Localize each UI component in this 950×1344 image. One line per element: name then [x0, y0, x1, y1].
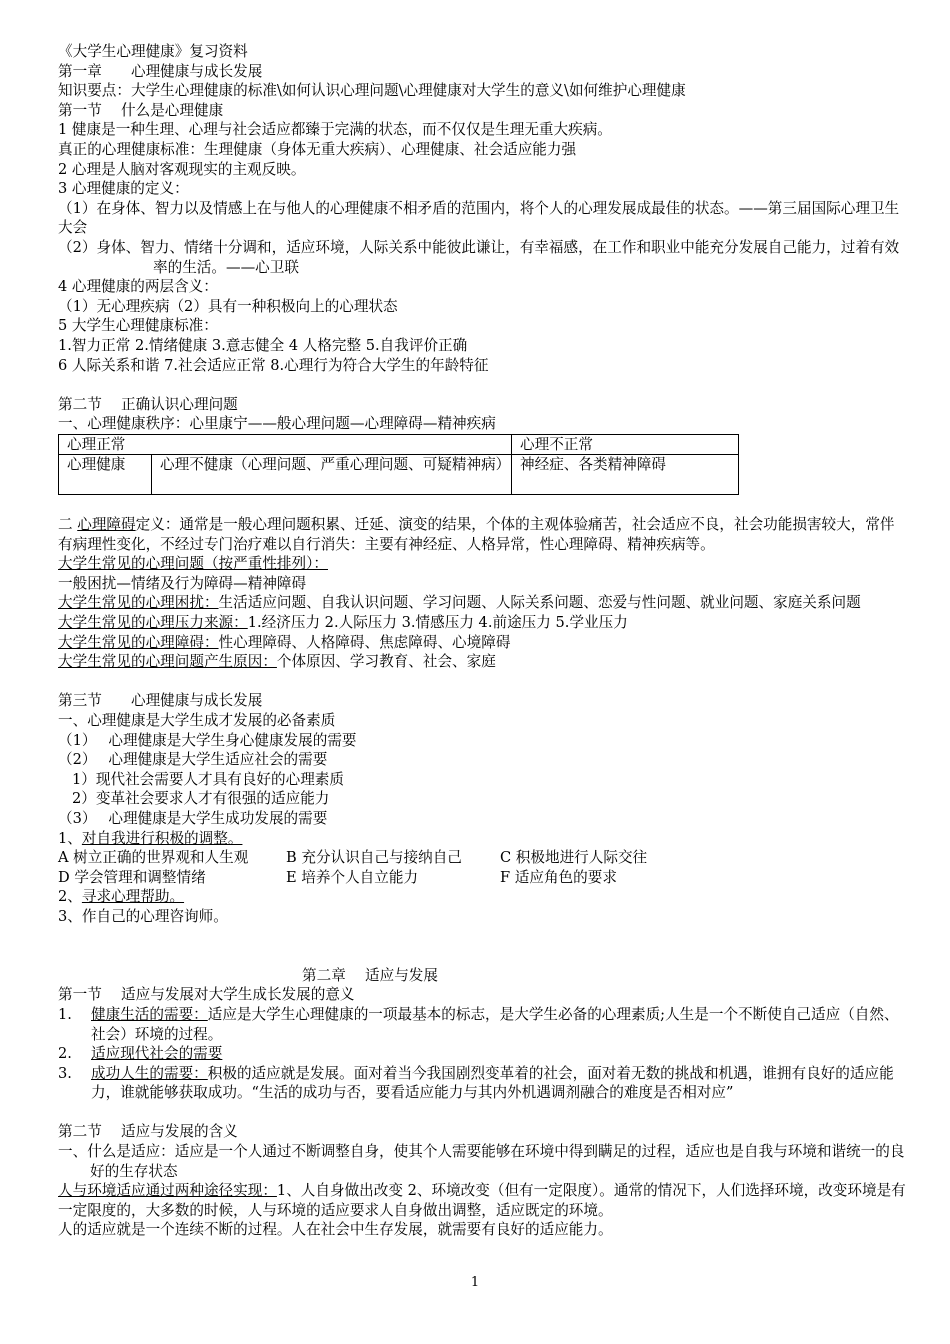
section-3-heading: 第三节 心理健康与成长发展	[58, 692, 263, 710]
knowledge-points: 知识要点：大学生心理健康的标准\如何认识心理问题\心理健康对大学生的意义\如何维护心理健康	[58, 82, 686, 100]
list-item: 1. 健康生活的需要：适应是大学生心理健康的一项最基本的标志，是大学生必备的心理素质;人生是一个不断使自己适应（自然、社会）环境的过程。	[58, 1005, 899, 1043]
table-header-normal: 心理正常	[59, 434, 512, 455]
paragraph: （3） 心理健康是大学生成功发展的需要	[58, 809, 328, 827]
paragraph: 1.智力正常 2.情绪健康 3.意志健全 4 人格完整 5.自我评价正确	[58, 336, 468, 354]
paragraph: 人与环境适应通过两种途径实现：1、人自身做出改变 2、环境改变（但有一定限度）。通常的情况下，人们选择环境，改变环境是有一定限度的，大多数的时候，人与环境的适应要求人自身做出调整，适应既定的环境。	[58, 1182, 906, 1219]
list-item: 2. 适应现代社会的需要	[58, 1045, 223, 1063]
disorder-definition: 二 心理障碍定义：通常是一般心理问题积累、迁延、演变的结果，个体的主观体验痛苦，社会适应不良，社会功能损害较大，常伴有病理性变化，不经过专门治疗难以自行消失：主要有神经症、人格异常，性心理障碍、精神疾病等。	[58, 516, 895, 553]
page-number: 1	[470, 1275, 480, 1290]
paragraph: 一、什么是适应：适应是一个人通过不断调整自身，使其个人需要能够在环境中得到瞒足的过程，适应也是自我与环境和谐统一的良好的生存状态	[58, 1143, 905, 1180]
paragraph: 1）现代社会需要人才具有良好的心理素质	[72, 770, 344, 788]
options-row: A 树立正确的世界观和人生观 B 充分认识自己与接纳自己 C 积极地进行人际交往	[58, 849, 648, 867]
paragraph: 大学生常见的心理问题（按严重性排列）：	[58, 555, 328, 573]
paragraph: 大学生常见的心理压力来源：1.经济压力 2.人际压力 3.情感压力 4.前途压力 5.学业压力	[58, 614, 628, 632]
section-heading: 第二节 适应与发展的含义	[58, 1123, 238, 1141]
paragraph: 一、心理健康秩序：心里康宁——般心理问题—心理障碍—精神疾病	[58, 415, 496, 433]
paragraph: 5 大学生心理健康标准：	[58, 317, 218, 335]
paragraph: 3、作自己的心理咨询师。	[58, 907, 228, 925]
paragraph: 3 心理健康的定义：	[58, 180, 189, 198]
paragraph: 1、对自我进行积极的调整。	[58, 829, 243, 847]
list-item: 3. 成功人生的需要：积极的适应就是发展。面对着当今我国剧烈变革着的社会，面对着无数的挑战和机遇，谁拥有良好的适应能力，谁就能够获取成功。“生活的成功与否，要看适应能力与其内外机遇调剂融合的难度是否相对应”	[58, 1064, 894, 1102]
paragraph: 一般困扰—情绪及行为障碍—精神障碍	[58, 574, 307, 592]
mental-health-table	[58, 434, 739, 496]
paragraph: 6 人际关系和谐 7.社会适应正常 8.心理行为符合大学生的年龄特征	[58, 356, 489, 374]
paragraph: 2 心理是人脑对客观现实的主观反映。	[58, 160, 306, 178]
table-cell: 心理不健康（心理问题、严重心理问题、可疑精神病）	[152, 455, 512, 495]
options-row: D 学会管理和调整情绪 E 培养个人自立能力 F 适应角色的要求	[58, 868, 617, 886]
chapter-2-heading: 第二章 适应与发展	[302, 966, 438, 984]
paragraph: （1） 心理健康是大学生身心健康发展的需要	[58, 731, 357, 749]
chapter-1-heading: 第一章 心理健康与成长发展	[58, 62, 263, 80]
paragraph: 大学生常见的心理障碍：性心理障碍、人格障碍、焦虑障碍、心境障碍	[58, 633, 511, 651]
definition-2: （2）身体、智力、情绪十分调和，适应环境，人际关系中能彼此谦让，有幸福感，在工作和职业中能充分发展自己能力，过着有效率的生活。——心卫联	[58, 238, 900, 276]
table-header-abnormal: 心理不正常	[512, 434, 739, 455]
paragraph: 一、心理健康是大学生成才发展的必备素质	[58, 712, 336, 729]
paragraph: （2） 心理健康是大学生适应社会的需要	[58, 751, 328, 769]
table-cell: 神经症、各类精神障碍	[512, 455, 739, 495]
paragraph: 1 健康是一种生理、心理与社会适应都臻于完满的状态，而不仅仅是生理无重大疾病。	[58, 121, 612, 139]
section-heading: 第一节 适应与发展对大学生成长发展的意义	[58, 986, 355, 1004]
paragraph: 人的适应就是一个连续不断的过程。人在社会中生存发展，就需要有良好的适应能力。	[58, 1221, 613, 1239]
document-page	[58, 42, 908, 1240]
definition-1: （1）在身体、智力以及情感上在与他人的心理健康不相矛盾的范围内，将个人的心理发展成最佳的状态。——第三届国际心理卫生大会	[58, 199, 900, 237]
paragraph: 大学生常见的心理问题产生原因：个体原因、学习教育、社会、家庭	[58, 653, 496, 671]
paragraph: 2、寻求心理帮助。	[58, 888, 185, 906]
paragraph: 4 心理健康的两层含义：	[58, 278, 218, 296]
section-2-heading: 第二节 正确认识心理问题	[58, 395, 238, 413]
paragraph: 2）变革社会要求人才有很强的适应能力	[72, 790, 330, 808]
paragraph: （1）无心理疾病（2）具有一种积极向上的心理状态	[58, 297, 398, 315]
paragraph: 大学生常见的心理困扰：生活适应问题、自我认识问题、学习问题、人际关系问题、恋爱与性问题、就业问题、家庭关系问题	[58, 594, 861, 612]
table-cell: 心理健康	[59, 455, 152, 495]
paragraph: 真正的心理健康标准：生理健康（身体无重大疾病）、心理健康、社会适应能力强	[58, 140, 577, 158]
doc-title: 《大学生心理健康》复习资料	[58, 43, 248, 60]
section-1-heading: 第一节 什么是心理健康	[58, 101, 224, 119]
